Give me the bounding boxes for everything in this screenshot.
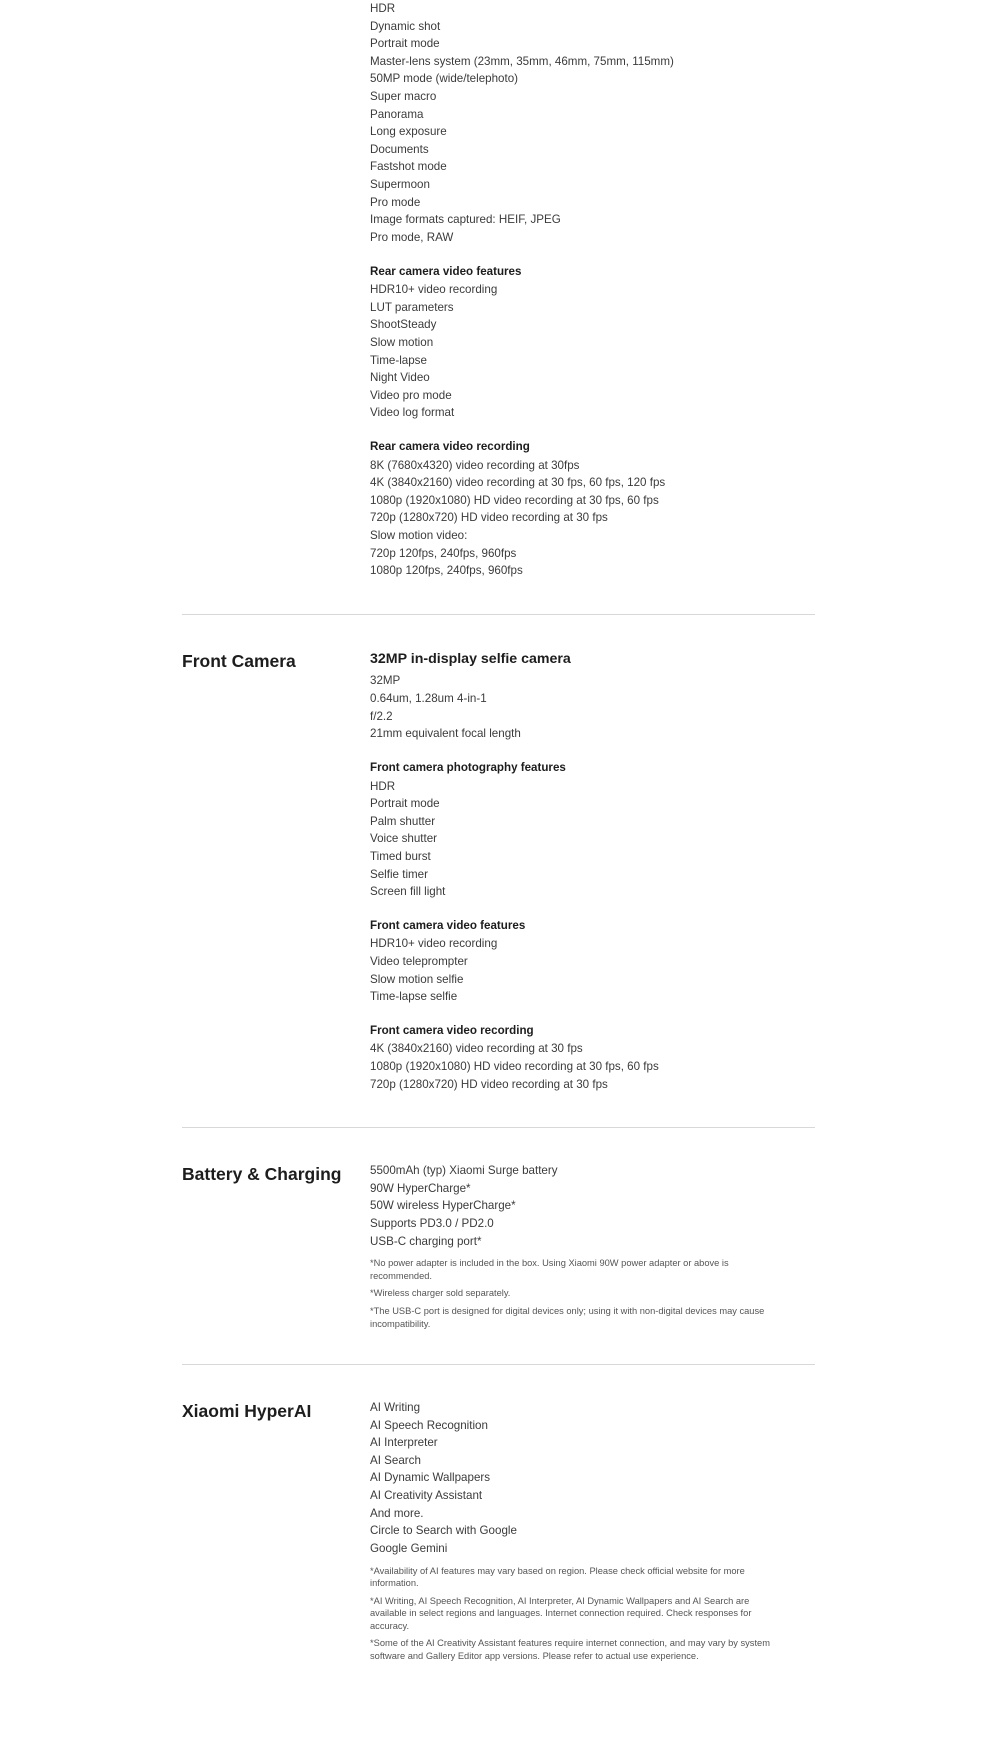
spec-line: HDR — [370, 779, 396, 793]
spec-line: Video log format — [370, 406, 455, 420]
spec-line: 32MP — [370, 674, 401, 688]
spec-line: Time-lapse selfie — [370, 990, 458, 1004]
spec-line: AI Dynamic Wallpapers — [370, 1471, 491, 1485]
spec-line: 50W wireless HyperCharge* — [370, 1199, 516, 1213]
spec-footnote: *Availability of AI features may vary based on region. Please check official website for more information. — [370, 1565, 745, 1589]
spec-footnote: *No power adapter is included in the box. Using Xiaomi 90W power adapter or above is recommended. — [370, 1258, 729, 1281]
section-content — [370, 649, 815, 1093]
spec-line: 1080p (1920x1080) HD video recording at 30 fps, 60 fps — [370, 493, 659, 507]
spec-line: Slow motion video: — [370, 529, 468, 543]
spec-line: Super macro — [370, 90, 437, 104]
spec-line: Selfie timer — [370, 867, 428, 881]
spec-line: Portrait mode — [370, 37, 440, 51]
spec-line: Documents — [370, 142, 429, 156]
spec-line: AI Interpreter — [370, 1436, 438, 1450]
spec-line: Fastshot mode — [370, 160, 447, 174]
spec-group — [370, 649, 815, 743]
spec-line: Screen fill light — [370, 885, 446, 899]
spec-line: Time-lapse — [370, 353, 427, 367]
spec-line: Dynamic shot — [370, 19, 441, 33]
spec-line: Pro mode — [370, 195, 421, 209]
spec-line: 720p 120fps, 240fps, 960fps — [370, 546, 517, 560]
section-title — [182, 0, 370, 580]
spec-line: HDR — [370, 2, 396, 15]
section-content — [370, 1162, 815, 1330]
spec-line: ShootSteady — [370, 318, 437, 332]
spec-section — [0, 1399, 1000, 1662]
spec-group-title: 32MP in-display selfie camera — [370, 650, 571, 667]
spec-line: Palm shutter — [370, 814, 436, 828]
spec-line: 4K (3840x2160) video recording at 30 fps, 60 fps, 120 fps — [370, 476, 666, 490]
spec-footnote: *Wireless charger sold separately. — [370, 1288, 511, 1299]
spec-line: 50MP mode (wide/telephoto) — [370, 72, 519, 86]
spec-footnote: *AI Writing, AI Speech Recognition, AI Interpreter, AI Dynamic Wallpapers and AI Search are available in select regions and languages. Internet connection required. Check responses for accuracy. — [370, 1595, 752, 1631]
spec-line: 720p (1280x720) HD video recording at 30 fps — [370, 1077, 608, 1091]
spec-line: Slow motion selfie — [370, 972, 464, 986]
spec-line: 21mm equivalent focal length — [370, 727, 521, 741]
spec-group — [370, 1399, 815, 1662]
spec-line: Master-lens system (23mm, 35mm, 46mm, 75mm, 115mm) — [370, 54, 674, 68]
section-content — [370, 1399, 815, 1662]
spec-line: Supermoon — [370, 178, 430, 192]
section-title: Battery & Charging — [182, 1164, 342, 1185]
spec-group — [370, 438, 815, 580]
spec-group — [370, 1162, 815, 1330]
spec-line: LUT parameters — [370, 300, 454, 314]
spec-group — [370, 917, 815, 1006]
spec-section — [0, 0, 1000, 580]
spec-line: Google Gemini — [370, 1541, 448, 1555]
spec-line: Circle to Search with Google — [370, 1524, 517, 1538]
spec-line: AI Search — [370, 1453, 421, 1467]
spec-line: 90W HyperCharge* — [370, 1181, 471, 1195]
spec-line: 5500mAh (typ) Xiaomi Surge battery — [370, 1164, 558, 1178]
spec-line: AI Speech Recognition — [370, 1418, 488, 1432]
spec-line: Voice shutter — [370, 832, 438, 846]
spec-line: HDR10+ video recording — [370, 283, 498, 297]
spec-footnote: *The USB-C port is designed for digital devices only; using it with non-digital devices may cause incompatibility. — [370, 1305, 765, 1329]
spec-line: 0.64um, 1.28um 4-in-1 — [370, 692, 487, 706]
spec-line: AI Creativity Assistant — [370, 1489, 483, 1503]
spec-group — [370, 1022, 815, 1093]
spec-line: f/2.2 — [370, 709, 393, 723]
spec-group-title: Front camera photography features — [370, 760, 566, 774]
spec-line: USB-C charging port* — [370, 1234, 482, 1248]
spec-line: Video pro mode — [370, 388, 452, 402]
spec-line: 720p (1280x720) HD video recording at 30 fps — [370, 511, 608, 525]
spec-line: 1080p (1920x1080) HD video recording at 30 fps, 60 fps — [370, 1060, 659, 1074]
spec-group-title: Front camera video features — [370, 918, 526, 932]
spec-line: HDR10+ video recording — [370, 937, 498, 951]
section-title: Xiaomi HyperAI — [182, 1401, 312, 1422]
spec-line: Slow motion — [370, 335, 434, 349]
section-title: Front Camera — [182, 650, 296, 671]
spec-group-title: Rear camera video features — [370, 264, 522, 278]
spec-line: 8K (7680x4320) video recording at 30fps — [370, 458, 580, 472]
spec-footnote: *Some of the AI Creativity Assistant features require internet connection, and may vary by system software and Gallery Editor app versions. Please refer to actual use experience. — [370, 1638, 770, 1661]
section-divider — [182, 1364, 815, 1365]
section-content — [370, 0, 815, 580]
spec-group — [370, 759, 815, 901]
spec-line: Panorama — [370, 107, 424, 121]
spec-group — [370, 0, 815, 247]
spec-line: Video teleprompter — [370, 955, 468, 968]
spec-line: Night Video — [370, 371, 430, 385]
spec-line: Image formats captured: HEIF, JPEG — [370, 213, 561, 227]
spec-line: And more. — [370, 1506, 424, 1520]
spec-line: Timed burst — [370, 849, 431, 863]
spec-section — [0, 1162, 1000, 1330]
spec-line: 4K (3840x2160) video recording at 30 fps — [370, 1042, 583, 1056]
spec-line: Long exposure — [370, 125, 447, 139]
spec-line: AI Writing — [370, 1401, 421, 1415]
section-divider — [182, 614, 815, 615]
section-divider — [182, 1127, 815, 1128]
spec-group-title: Rear camera video recording — [370, 440, 530, 454]
spec-line: 1080p 120fps, 240fps, 960fps — [370, 564, 523, 578]
spec-line: Portrait mode — [370, 797, 440, 811]
spec-line: Supports PD3.0 / PD2.0 — [370, 1217, 494, 1231]
spec-group — [370, 263, 815, 422]
spec-section — [0, 649, 1000, 1093]
spec-line: Pro mode, RAW — [370, 230, 454, 244]
spec-group-title: Front camera video recording — [370, 1023, 534, 1037]
